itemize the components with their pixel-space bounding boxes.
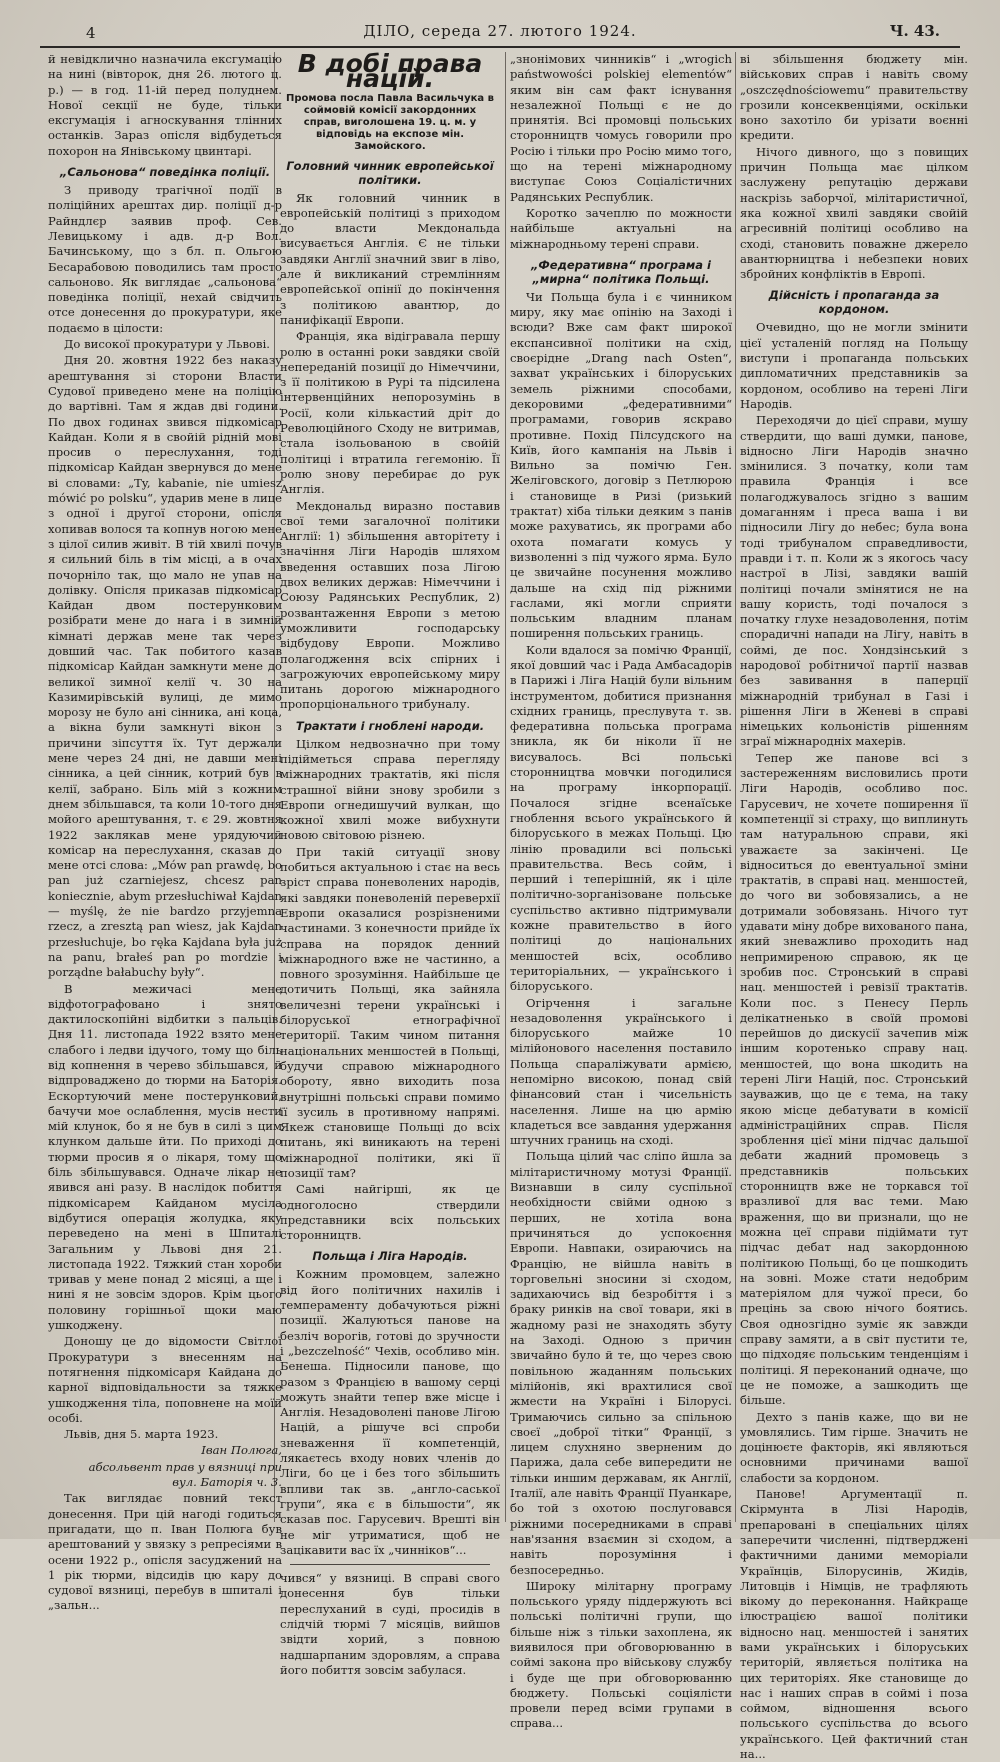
paragraph: Огірчення і загальне незадоволення українського і білоруського майже 10 мілійонового населення поставило Польща спараліжувати армією, непомірно високою, понад свій фінансовий стан і чисельність населення. Лише на цю армію кладеться все завдання удержання штучних границь на сході. (510, 995, 732, 1148)
paragraph: Широку мілітарну програму польського уряду піддержують всі польські політичні групи, що більше ніж з тільки захоплена, як виявилося при обговорюванню в соймі закона про військову службу і буде ще при обговорюванню бюджету. Польські соціялісти провели перед всіми групами в справа... (510, 1578, 732, 1731)
signature-title: абсольвент прав у вязниці при вул. Баторія ч. 3. (88, 1459, 282, 1490)
section-heading: „Сальонова“ поведінка поліції. (59, 165, 271, 180)
column-rule (505, 52, 506, 1522)
paragraph: ві збільшення бюджету мін. військових справ і навіть свому „oszczędnościowemu“ правительству грозили консеквенціями, оскільки воно захотіло би урізати воєнні кредити. (740, 52, 968, 143)
paragraph: Очевидно, що не могли змінити цієї усталеній погляд на Польщу виступи і пропаганда польських дипломатичних представників за кордоном, особливо на терені Ліги Народів. (740, 320, 968, 411)
page-number: 4 (86, 24, 96, 42)
paragraph: Кожним промовцем, залежно від його політичних нахилів і темпераменту добачуються ріжні позиції. Жалуються панове на безліч ворогів, готові до зручности і „bezczelność“ Чехів, особливо мін. Бенеша. Підносили панове, що разом з Францією в вашому серці можуть знайти тепер вже місце і Англія. Незадоволені панове Лігою Націй, а рішуче всі спроби зневаження її компетенцій, лякаєтесь входу нових членів до Ліги, бо це і без того збільшить впливи так зв. „англо-саської групи“, яка є в більшости“, як сказав пос. Гарусевич. Врешті він не міг утриматися, щоб не зацікавити вас їх „чинніков“... (280, 1267, 500, 1557)
article-title: В добі права націй. (297, 49, 483, 94)
dateline: Львів, дня 5. марта 1923. (64, 1427, 219, 1442)
column-1 (48, 52, 282, 1613)
paragraph: Доношу це до відомости Світлої Прокуратури з внесенням на потягнення підкомісаря Кайдана до карної відповідальности за тяжке ушкодження тіла, поповнене на моїй особі. (48, 1334, 282, 1425)
issue-number: Ч. 43. (889, 22, 940, 40)
paragraph: Коротко зачеплю по можности найбільше актуальні на міжнародньому терені справи. (510, 205, 732, 251)
masthead (40, 16, 960, 48)
section-heading: „Федеративна“ програма і „мирна“ політика Польщі. (531, 257, 711, 286)
paragraph: З приводу трагічної подїї в поліційних арештах дир. поліції д-р Райндлєр заявив проф. Сев. Левицькому і адв. д-р Вол. Бачинському, що з бл. п. Ольгою Бесарабовою поводились там просто сальоново. Як виглядає „сальонова“ поведінка поліції, нехай свідчить отсе донесення до прокуратури, яке подаємо в цілости: (48, 183, 282, 335)
paragraph: й невідклично назначила ексгумацію на нині (вівторок, дня 26. лютого ц. р.) — в год. 11-ій перед полуднем. Нової секції не буде, тільки ексгумація і агноскування тлінних останків. Зараз опісля відбудеться похорон на Янівському цвинтарі. (48, 52, 282, 158)
paragraph: До високої прокуратури у Львові. (64, 337, 270, 352)
paragraph: Франція, яка відігравала першу ролю в останні роки завдяки своїй непереданій позиції до Німеччини, з її політикою в Рурі та підсилена інтервенційних непорозумінь в Росії, коли кількастий дріт до Революційного Сходу не витримав, стала ізольованою в свойій політиці і втратила гегемонію. Її ролю знову перебирає до рук Англія. (280, 329, 500, 497)
section-heading: Трактати і гноблені народи. (295, 718, 485, 733)
paragraph: Панове! Аргументації п. Скірмунта в Лізі Народів, препаровані в спеціальних цілях заперечити численні, підтверджені фактичними даними меморіали Українців, Білорусинів, Жидів, Литовців і Німців, не трафляють вікому до переконання. Найкраще ілюстрацією вашої політики відносно нац. меншостей і занятих вами українських і білоруських територій, являється політика на цих територіях. Яке становище до нас і наших справ в соймі і поза соймом, відношення всього польського суспільства до всього українського. Цей фактичний стан на... (740, 1487, 968, 1762)
paragraph: Так виглядає повний текст донесення. При цій нагоді годиться пригадати, що п. Іван Полюга був арештований у звязку з репресіями в осени 1922 р., опісля засуджений на 1 рік тюрми, відсидів цю кару до судової вязниці, перебув в шпиталі і „зальн... (48, 1491, 282, 1613)
paragraph: Польща цілий час сліпо йшла за мілітаристичному мотузі Франції. Визнавши в силу суспільної необхідности свійми одною з перших, не хотіла вона причиняться до успокоєння Европи. Навпаки, озираючись на Францію, не війшла навіть в торговельні зносини зі сходом, задихаючись від безробіття і з браку ринків на свої товари, які в жадному разі не знаходять збуту на Заході. Одною з причин звичайно було й те, що через свою повільною жаданням польських мілійонів, які врахтилися свої жмести на Україні і Білорусі. Тримаючись сильно за спільною своєї „доброї тітки“ Франції, з лицем слухняно зверненим до Парижа, дала себе випередити не тільки иншим державам, як Англії, Італії, але навіть Франції Пуанкаре, бо той з охотою послуговався ріжними посередниками в справі нав'язання взаємин зі сходом, а навіть порозуміння і безпосередньо. (510, 1149, 732, 1577)
column-3 (510, 52, 732, 1731)
paragraph: Цілком недвозначно при тому підійметься справа перегляду міжнародних трактатів, які після страшної війни знову зробили з Европи огнедишучий вулкан, що кожної хвилі може вибухнути новою світовою різнею. (280, 736, 500, 843)
paragraph: Як головний чинник в европейській політиці з приходом до власти Мекдональда висувається Англія. Є не тільки завдяки Англії значний звиг в ліво, але й викликаний стремлінням европейської опінії до покінчення з політикою авантюр, до панифікації Европи. (280, 190, 500, 327)
section-heading: Дійсність і пропаганда за кордоном. (768, 288, 940, 317)
paragraph: Дехто з панів каже, що ви не умовлялись. Тим гірше. Значить не доцінюєте факторів, які являються основними причинами вашої слабости за кордоном. (740, 1409, 968, 1485)
paragraph: чився“ у вязниці. В справі свого донесення був тільки переслуханий в суді, просидів в слідчій тюрмі 7 місяців, вийшов звідти хорий, з повною надшарпаним здоровлям, а справа його побиття зовсім забулася. (280, 1571, 500, 1677)
column-rule (735, 52, 736, 1522)
section-heading: Головний чинник европейської політики. (286, 158, 494, 187)
paragraph: Самі найгірші, як це одноголосно ствердили представники всіх польських сторонництв. (280, 1182, 500, 1243)
section-heading: Польща і Ліга Народів. (312, 1249, 468, 1264)
column-2 (280, 49, 500, 1677)
divider (290, 1564, 490, 1565)
paragraph: Тепер же панове всі з застереженням висловились проти Ліги Народів, особливо пос. Гарусевич, не хочете поширення її компетенції зі страху, що виплинуть там натуральною справи, які уважаєте за закінчені. Це відноситься до евентуальної зміни трактатів, в справі нац. меншостей, до чого ви зобовязались, а не дотримали зобовязань. Нічого тут удавати міну добре вихованого пана, який зневажливо проходить над непримиреною справою, як це зробив пос. Стронський в справі нац. меншостей і ревізії трактатів. Коли пос. з Пенесу Перль делікатненько в своїй промові перейшов до дискусії зачепив між іншим коротенько справу нац. меншостей, що вона шкодить на терені Ліги Націй, пос. Стронський зауважив, що це є тема, на таку якою місце дебатувати в комісії адміністраційних справ. Після зроблення цієї міни підчас дальшої дебати жадний промовець з представників польських сторонництв вже не торкався тої вразливої для вас теми. Маю враження, що ви признали, що не можна цеї справи підіймати тут підчас дебат над закордонною політикою Польщі, бо це пошкодить на зовні. Може стати недобрим матеріялом для чужої преси, бо прецінь за свою нічого боятись. Своя однозгідно зуміє як завжди справу замяти, а в світ пустити те, що підходяє польським тенденціям і політиці. Я переконаний одначе, що це не поможе, а зашкодить ще більше. (740, 750, 968, 1408)
paragraph: Коли вдалося за помічю Франції, якої довший час і Рада Амбасадорів в Парижі і Ліга Націй були вільним інструментом, добитися признання східних границь, преслувута т. зв. федеративна польська програма зникла, як би ніколи її не висувалось. Всі польські сторонництва мовчки погодилися на програму інкорпорації. Почалося згідне всенаїське гноблення всього українського й білоруського в межах Польщі. Цю лінію провадили всі польські правительства. Весь сойм, і перший і теперішній, як і ціле політично-зорганізоване польське суспільство активно підтримували кожне правительство в його політиці до національних меншостей всіх, особливо територіальних, — українського і білоруського. (510, 642, 732, 994)
paragraph: Дня 20. жовтня 1922 без наказу арештування зі сторони Власти Судової приведено мене на поліцію до вартівні. Там я ждав дві години. По двох годинах звився підкомісар Кайдан. Коли я в свойій рідній мові просив о переслухання, тоді підкомісар Кайдан звернувся до мене ві словами: „Ty, kabanie, nie umiesz mówić po polsku“, ударив мене в лице з одної і другої сторони, опісля хопивав волося та копнув ногою мене з цілої силив живіт. В тій хвилі почув я сильний біль в тім місці, а в очах почорніло так, що мало не упав на долівку. Опісля приказав підкомісар Кайдан двом постерунковим розібрати мене до нага і в зимній кімнаті держав мене так через довший час. Так побитого казав підкомісар Кайдан замкнути мене до великої зимної келії ч. 30 на Казимирівській вулиці, де мимо морозу не було ані сінника, ані коца, а вікна були замкнуті вікон з причини зіпсуття їх. Тут держали мене через 24 дні, не давши мені сінника, а цей сінник, котрий був в келії, забрано. Біль мій з кожним днем збільшався, та коли 10-того дня мойого арештування, т. є 29. жовтня 1922 заклякав мене урядуючий комісар на переслухання, сказав до мене отсі слова: „Mów pan prawdę, bo pan już czarniejesz, chcesz pan koniecznie, abym przesłuchiwał Kajdan — myślę, że nie bardzo przyjemna rzecz, a zresztą pan wiesz, jak Kajdan przesłuchuje, bo ręka Kajdana była już na panu, brałeś pan po mordzie i porządne bałabuchy były“. (48, 353, 282, 980)
paragraph: В межичасі мене відфотографовано і знято дактилоскопійні відбитки з пальців. Дня 11. листопада 1922 взято мене слабого і ледви ідучого, тому що біль від копнення в черево збільшався, й відпроваджено до тюрми на Баторія. Ескортуючий мене постерунковий, бачучи мое ослаблення, мусів нести мій клунок, бо я не був в силі з цим клунком дальше йти. По приході до тюрми просив я о лікаря, тому що біль збільшувався. Одначе лікар не явився ані разу. В наслідок побиття підкомісарем Кайданом мусіла відбутися операція жолудка, яку переведено на мені в Шпиталі Загальним у Львові дня 21. листопада 1922. Тяжкий стан хороби тривав у мене понад 2 місяці, а ще і нині я не зовсім здоров. Крім цього половину горішньої щоки маю ушкоджену. (48, 981, 282, 1333)
paragraph: Нічого дивного, що з повищих причин Польща має цілком заслужену репутацію держави наскрізь заборчої, мілітаристичної, яка кожної хвилі завдяки свойій агресивній політиці особливо на сході, становить поважне джерело авантюрництва і небезпеки нових збройних конфліктів в Европі. (740, 144, 968, 282)
paragraph: При такій ситуації знову побиться актуальною і стає на весь зріст справа поневолених народів, які завдяки поневоленій переверхії Европи оказалися розрізненими частинами. З конечности прийде їх справа на порядок денний міжнародного вже не частинно, а повного зрозуміння. Найбільше це дотичить Польщі, яка зайняла величезні терени українські і білоруської етнографічної території. Таким чином питання національних меншостей в Польщі, будучи справою міжнародного обороту, явно виходить поза внутрішні польські справи помимо її зусиль в противному напрямі. Якеж становище Польщі до всіх питань, які виникають на терені міжнародної політики, які її позиції там? (280, 844, 500, 1180)
signature-name: Іван Полюга, (201, 1443, 282, 1458)
article-subtitle: Промова посла Павла Васильчука в соймовій комісії закордонних справ, виголошена 19. ц. м. у відповідь на експозе мін. Замойского. (286, 92, 494, 152)
masthead-title: ДІЛО, середа 27. лютого 1924. (363, 22, 637, 40)
paragraph: Мекдональд виразно поставив свої теми загалочної політики Англії: 1) збільшення авторітету і значіння Ліги Народів шляхом введення оставших поза Лігою двох великих держав: Німеччини і Союзу Радянських Республик, 2) розвантаження Европи з метою уможливити господарську відбудову Европи. Можливо полагодження всіх спірних і загрожуючих европейському миру питань дорогою міжнародного пропорціонального трибуналу. (280, 498, 500, 712)
paragraph: „знонімових чинників“ і „wrogich państwowości polskiej elementów“ яким він сам факт існування незалежної Польщі є не до принятія. Всі промовці польських сторонництв чомусь говорили про Росію і тільки про Росію мимо того, що на терені міжнародному виступає Союз Соціалістичних Радянських Республик. (510, 52, 732, 204)
paragraph: Переходячи до цієї справи, мушу ствердити, що ваші думки, панове, відносно Ліги Народів значно змінилися. З початку, коли там правила Франція і все полагоджувалось згідно з вашим домаганням і преса ваша і ви підносили Лігу до небес; була вона тоді трибуналом справедливости, правди і т. п. Коли ж з якогось часу настрої в Лізі, завдяки вашій політиці почали змінятися не на вашу користь, тоді почалося з початку глухе незадоволення, потім спорадичні напади на Лігу, навіть в соймі, де пос. Хондзінський з народової робітничої партії назвав без завивання в паперції міжнародній трибунал в Газі і рішення Ліги в Женеві в справі німецьких кольоністів рішенням зграї міжнародніх махерів. (740, 413, 968, 749)
paragraph: Чи Польща була і є чинником миру, яку має опінію на Заході і всюди? Вже сам факт широкої експансивної політики на схід, своєрідне „Drang nach Osten“, захват українських і білоруських земель ріжними способами, декоровими „федеративними“ програмами, говорив яскраво противне. Похід Пілсудского на Київ, його кампанія на Львів і Вильно за помічю Ген. Желіговского, договір з Петлюрою і становище в Ризі (ризький трактат) хіба тільки деяким з панів може рахуватись, як програми або охота помагати комусь у визволенні з під чужого ярма. Було це звичайне посунення можливо дальше на схід під ріжними гаслами, які могли сприяти польським владним планам поширення польських границь. (510, 289, 732, 641)
column-4 (740, 52, 968, 1762)
